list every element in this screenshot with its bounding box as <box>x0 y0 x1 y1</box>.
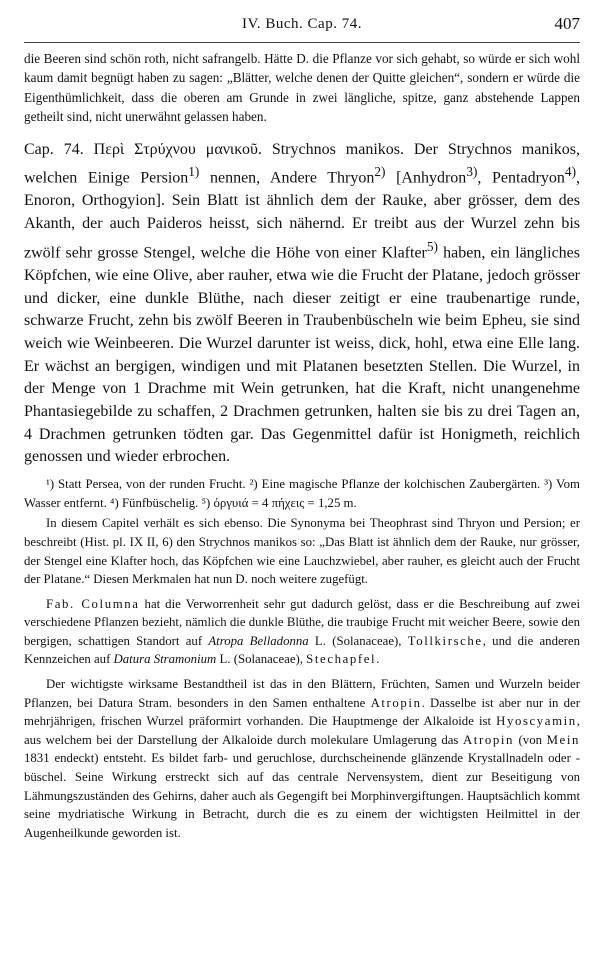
common-name: Stechapfel <box>306 652 377 667</box>
page <box>24 14 580 842</box>
commentary-paragraph-3: Der wichtigste wirksame Bestandtheil ist das in den Blättern, Früchten, Samen und Wurzeln beider Pflanzen, bei Datura Stram. besonders in den Samen enthaltene Atropin. Dasselbe ist aber nur in der mehrjährigen, frischen Wurzel präformirt vorhanden. Die Hauptmenge der Alkaloide ist Hyoscyamin, aus welchem bei der Darstellung der Alkaloide durch molekulare Umlagerung das Atropin (von Mein 1831 endeckt) entsteht. Es bildet farb- und geruchlose, durchscheinende glänzende Krystallnadeln oder -büschel. Seine Wirkung erstreckt sich auf das centrale Nervensystem, dient zur Beseitigung von Lähmungszuständen des Gehirns, daher auch als Gegengift bei Morphinvergiftungen. Hauptsächlich kommt seine mydriatische Wirkung in Betracht, durch die es zu einem der wichtigsten Heilmittel in der Augenheilkunde geworden ist. <box>24 677 580 840</box>
compound-name: Atropin <box>370 695 422 710</box>
commentary-paragraph-2: Fab. Columna hat die Verworrenheit sehr gut dadurch gelöst, dass er die Beschreibung auf zwei verschiedene Pflanzen bezieht, nämlich die dunkle Blüthe, die traubige Frucht mit weicher Beere, sowie den bergigen, schattigen Standort auf Atropa Belladonna L. (Solanaceae), Tollkirsche, und die anderen Kennzeichen auf Datura Stramonium L. (Solanaceae), Stechapfel. <box>24 596 580 667</box>
species-name: Atropa Belladonna <box>208 633 309 648</box>
running-header <box>24 14 580 43</box>
chapter-74-text: Cap. 74. Περὶ Στρύχνου μανικοῦ. Strychnos manikos. Der Strychnos manikos, welchen Einige Persion$^{1)}$ nennen, Andere Thryon$^{2)}$ [Anhydron$^{3)}$, Pentadryon$^{4)}$, Enoron, Orthogyion]. Sein Blatt ist ähnlich dem der Rauke, aber grösser, dem des Akanth, der auch Paideros heisst, sich nähernd. Er treibt aus der Wurzel zehn bis zwölf sehr grosse Stengel, welche die Höhe von einer Klafter$^{5)}$ haben, ein längliches Köpfchen, wie eine Olive, aber rauher, etwa wie die Frucht der Platane, jedoch grösser und dicker, eine dunkle Blüthe, nach dieser zeitigt er eine traubenartige runde, schwarze Frucht, zehn bis zwölf Beeren in Traubenbüscheln wie beim Epheu, sie sind weich wie Weinbeeren. Die Wurzel darunter ist weiss, dick, hohl, etwa eine Elle lang. Er wächst an bergigen, windigen und mit Platanen besetzten Stellen. Die Wurzel, in der Menge von 1 Drachme mit Wein getrunken, hat die Kraft, nicht unangenehme Phantasiegebilde zu schaffen, 2 Drachmen getrunken, halten sie bis zu drei Tagen an, 4 Drachmen getrunken tödten gar. Das Gegenmittel dafür ist Honigmeth, reichlich genossen und wieder erbrochen. <box>24 140 581 466</box>
footnote-ref: 1) <box>188 164 200 180</box>
chapter-greek-title: Περὶ Στρύχνου μανικοῦ. <box>93 140 262 158</box>
footnote-ref: 4) <box>564 164 577 180</box>
page-number: 407 <box>554 14 580 33</box>
compound-name: Hyoscyamin <box>496 714 577 729</box>
footnote-ref: 5) <box>426 238 438 254</box>
footnote-ref: 3) <box>466 164 478 180</box>
author-name: Fab. Columna <box>46 596 140 611</box>
common-name: Tollkirsche <box>407 633 483 648</box>
species-name: Datura Stramonium <box>113 652 217 667</box>
header-title: IV. Buch. Cap. 74. <box>242 16 362 32</box>
commentary-paragraph-1: In diesem Capitel verhält es sich ebenso. Die Synonyma bei Theophrast sind Thryon und Persion; er beschreibt (Hist. pl. IX II, 6) den Strychnos manikos so: „Das Blatt ist ähnlich dem der Rauke, nur grösser, der Stengel eine Klafter hoch, das Köpfchen wie eine Lauchzwiebel, aber rauher, es gleicht auch der Frucht der Platane.“ Diesen Merkmalen hat nun D. noch weitere zugefügt. <box>24 516 580 587</box>
footnote-ref: 2) <box>374 164 386 180</box>
compound-name: Atropin <box>462 732 514 747</box>
intro-paragraph: die Beeren sind schön roth, nicht safrangelb. Hätte D. die Pflanze vor sich gehabt, so würde er sich wohl kaum damit begnügt haben zu sagen: „Blätter, welche denen der Quitte gleichen“, sondern er würde die Eigenthümlichkeit, dass die oberen am Grunde in zwei längliche, spitze, ganz abstehende Lappen getheilt sind, nicht unerwähnt gelassen haben. <box>24 51 580 125</box>
person-name: Mein <box>546 732 580 747</box>
footnotes: ¹) Statt Persea, von der runden Frucht. ²) Eine magische Pflanze der kolchischen Zaubergärten. ³) Vom Wasser entfernt. ⁴) Fünfbüschelig. ⁵) ὀργυιά = 4 πήχεις = 1,25 m. <box>24 477 580 510</box>
chapter-label: Cap. 74. <box>24 140 84 158</box>
